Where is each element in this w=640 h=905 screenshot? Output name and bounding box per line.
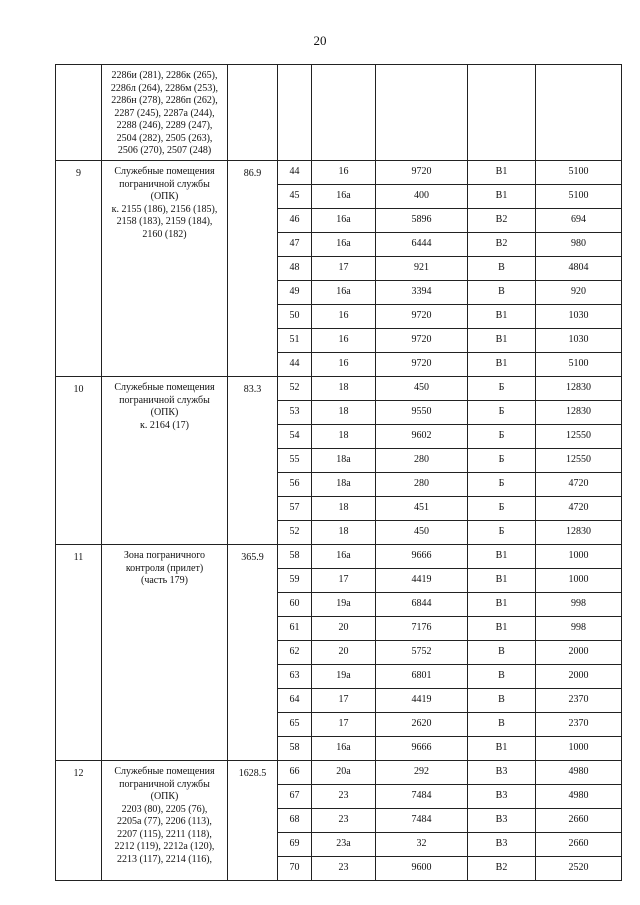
data-cell: 23 [312,785,376,809]
data-cell: 16а [312,233,376,257]
data-cell: 6801 [376,665,468,689]
data-cell: 5100 [536,161,622,185]
data-cell: 18а [312,449,376,473]
data-cell: 44 [278,353,312,377]
name-line: 2506 (270), 2507 (248) [117,145,212,156]
name-line: 2160 (182) [142,228,187,240]
data-cell: 694 [536,209,622,233]
data-cell: 47 [278,233,312,257]
premises-name-cell [102,545,228,761]
data-cell: В1 [468,617,536,641]
area-cell: 1628.5 [228,761,278,881]
data-cell: 5896 [376,209,468,233]
data-cell: 49 [278,281,312,305]
data-cell: 17 [312,713,376,737]
data-cell: В3 [468,833,536,857]
data-cell: 59 [278,569,312,593]
data-cell: В [468,281,536,305]
data-cell: 5100 [536,353,622,377]
data-cell: 9550 [376,401,468,425]
name-line: Зона пограничного [123,550,206,561]
name-line: к. 2164 (17) [139,419,190,431]
data-cell: 16а [312,737,376,761]
table-row [56,761,622,785]
name-line: Служебные помещения [114,382,215,393]
name-line: 2288 (246), 2289 (247), [116,120,213,131]
data-cell: 19а [312,665,376,689]
data-cell: 62 [278,641,312,665]
data-cell: 4720 [536,497,622,521]
data-cell: 52 [278,377,312,401]
name-line: 2158 (183), 2159 (184), [116,216,213,227]
name-line: к. 2155 (186), 2156 (185), [111,203,218,215]
name-line: пограничной службы [119,778,210,790]
data-cell: 5752 [376,641,468,665]
data-cell: 1000 [536,545,622,569]
data-cell [312,65,376,161]
name-line: пограничной службы [119,178,210,190]
data-cell: 23а [312,833,376,857]
data-cell: 4419 [376,569,468,593]
data-cell: 9600 [376,857,468,881]
data-cell: 450 [376,377,468,401]
data-cell: 9720 [376,353,468,377]
data-cell: 9720 [376,161,468,185]
data-cell: 2370 [536,689,622,713]
data-cell: Б [468,449,536,473]
data-cell: 17 [312,569,376,593]
data-cell: 280 [376,473,468,497]
data-cell: Б [468,401,536,425]
data-cell: В2 [468,857,536,881]
data-cell: 7484 [376,785,468,809]
table-row [56,545,622,569]
data-cell: 17 [312,689,376,713]
data-cell: Б [468,521,536,545]
data-cell: Б [468,377,536,401]
page-number: 20 [313,33,327,48]
data-cell: 69 [278,833,312,857]
data-cell: 5100 [536,185,622,209]
data-cell: 67 [278,785,312,809]
data-cell: В3 [468,809,536,833]
data-cell: 2000 [536,665,622,689]
data-cell: В2 [468,209,536,233]
data-cell: В1 [468,305,536,329]
data-cell: В1 [468,545,536,569]
data-cell: 998 [536,593,622,617]
data-cell: 2520 [536,857,622,881]
data-cell: 4804 [536,257,622,281]
data-cell: 280 [376,449,468,473]
data-cell: 50 [278,305,312,329]
name-line: 2286и (281), 2286к (265), [111,70,218,81]
data-cell: 7176 [376,617,468,641]
data-cell: 6844 [376,593,468,617]
data-cell: Б [468,473,536,497]
data-cell: 2370 [536,713,622,737]
data-cell: 17 [312,257,376,281]
data-cell: 16 [312,329,376,353]
data-cell: В1 [468,569,536,593]
data-cell: 16а [312,281,376,305]
data-cell: 20а [312,761,376,785]
premises-name-cell [102,761,228,881]
data-cell: В [468,713,536,737]
data-cell: В1 [468,737,536,761]
data-cell: 45 [278,185,312,209]
item-number-cell: 10 [56,377,102,545]
data-cell: 3394 [376,281,468,305]
data-cell: 2620 [376,713,468,737]
data-cell: 7484 [376,809,468,833]
name-line: 2286л (264), 2286м (253), [110,82,219,94]
item-number-cell: 12 [56,761,102,881]
data-cell: 16 [312,353,376,377]
data-cell: 16а [312,545,376,569]
data-cell: В1 [468,353,536,377]
data-cell: 4720 [536,473,622,497]
data-cell [278,65,312,161]
data-cell: В [468,257,536,281]
item-number-cell: 11 [56,545,102,761]
data-cell: 9720 [376,329,468,353]
data-cell: 44 [278,161,312,185]
data-cell: 19а [312,593,376,617]
data-cell: 1000 [536,569,622,593]
data-cell: 12830 [536,401,622,425]
name-line: пограничной службы [119,394,210,406]
data-cell: 20 [312,617,376,641]
data-cell: 16 [312,161,376,185]
name-line: 2504 (282), 2505 (263), [116,132,213,144]
premises-name-cell [102,377,228,545]
data-cell: 54 [278,425,312,449]
table-row [56,161,622,185]
name-line: (ОПК) [150,191,179,202]
data-cell: 16а [312,185,376,209]
num-cell [56,65,102,161]
data-cell: 68 [278,809,312,833]
data-cell: 18 [312,377,376,401]
name-line: контроля (прилет) [125,562,204,574]
data-cell: 2000 [536,641,622,665]
name-line: Служебные помещения [114,766,215,777]
data-cell: 66 [278,761,312,785]
data-cell: 1000 [536,737,622,761]
data-cell: 65 [278,713,312,737]
data-cell: 2660 [536,833,622,857]
data-cell: 60 [278,593,312,617]
item-number-cell: 9 [56,161,102,377]
data-cell: 451 [376,497,468,521]
data-cell: В1 [468,161,536,185]
data-cell: 23 [312,857,376,881]
data-cell: Б [468,497,536,521]
data-cell: 9602 [376,425,468,449]
continuation-row [56,65,622,161]
data-cell: 51 [278,329,312,353]
data-cell: Б [468,425,536,449]
data-cell: В1 [468,329,536,353]
data-cell: 4419 [376,689,468,713]
data-cell: В3 [468,761,536,785]
data-cell: 9666 [376,737,468,761]
data-cell: 1030 [536,329,622,353]
data-cell: 292 [376,761,468,785]
data-cell: 12830 [536,377,622,401]
data-cell: 56 [278,473,312,497]
data-cell: В [468,689,536,713]
data-cell: 998 [536,617,622,641]
name-line: 2207 (115), 2211 (118), [117,828,212,840]
data-cell: 53 [278,401,312,425]
data-cell: В1 [468,185,536,209]
data-cell: 58 [278,737,312,761]
data-cell: 2660 [536,809,622,833]
data-cell [536,65,622,161]
premises-name-cell [102,161,228,377]
data-cell: 6444 [376,233,468,257]
data-cell: 400 [376,185,468,209]
data-cell: 12550 [536,449,622,473]
data-cell: 16 [312,305,376,329]
data-cell: 12830 [536,521,622,545]
data-cell: В [468,665,536,689]
data-cell: 32 [376,833,468,857]
data-cell: 16а [312,209,376,233]
data-cell: 55 [278,449,312,473]
table-body [56,65,622,881]
name-line: (ОПК) [150,407,179,418]
name-line: (часть 179) [141,575,188,586]
data-cell: 18 [312,521,376,545]
data-cell: 57 [278,497,312,521]
name-line: 2203 (80), 2205 (76), [121,803,208,815]
data-cell: 18а [312,473,376,497]
data-cell: В [468,641,536,665]
area-cell: 83.3 [228,377,278,545]
data-cell: 58 [278,545,312,569]
data-cell: 70 [278,857,312,881]
premises-table [55,64,622,881]
name-line: 2212 (119), 2212а (120), [114,841,215,852]
data-cell: 48 [278,257,312,281]
name-line: 2205а (77), 2206 (113), [117,816,212,827]
data-cell: 52 [278,521,312,545]
data-cell: 1030 [536,305,622,329]
name-line: 2287 (245), 2287а (244), [114,107,215,119]
data-cell: 20 [312,641,376,665]
data-cell: 4980 [536,785,622,809]
data-cell: 980 [536,233,622,257]
area-cell: 86.9 [228,161,278,377]
data-cell: 63 [278,665,312,689]
area-cell: 365.9 [228,545,278,761]
data-cell: 61 [278,617,312,641]
data-cell [468,65,536,161]
data-cell: 921 [376,257,468,281]
data-cell: В3 [468,785,536,809]
name-line: (ОПК) [150,791,179,802]
data-cell [376,65,468,161]
data-cell: 9720 [376,305,468,329]
data-cell: 9666 [376,545,468,569]
data-cell: В2 [468,233,536,257]
area-cell [228,65,278,161]
data-cell: 18 [312,401,376,425]
data-cell: 23 [312,809,376,833]
data-cell: 46 [278,209,312,233]
data-cell: В1 [468,593,536,617]
data-cell: 920 [536,281,622,305]
table-row [56,377,622,401]
name-line: 2286н (278), 2286п (262), [111,95,218,106]
data-cell: 450 [376,521,468,545]
continuation-rooms-cell [102,65,228,161]
data-cell: 12550 [536,425,622,449]
data-cell: 64 [278,689,312,713]
data-cell: 18 [312,425,376,449]
name-line: Служебные помещения [114,166,215,177]
data-cell: 18 [312,497,376,521]
name-line: 2213 (117), 2214 (116), [116,853,213,865]
data-cell: 4980 [536,761,622,785]
